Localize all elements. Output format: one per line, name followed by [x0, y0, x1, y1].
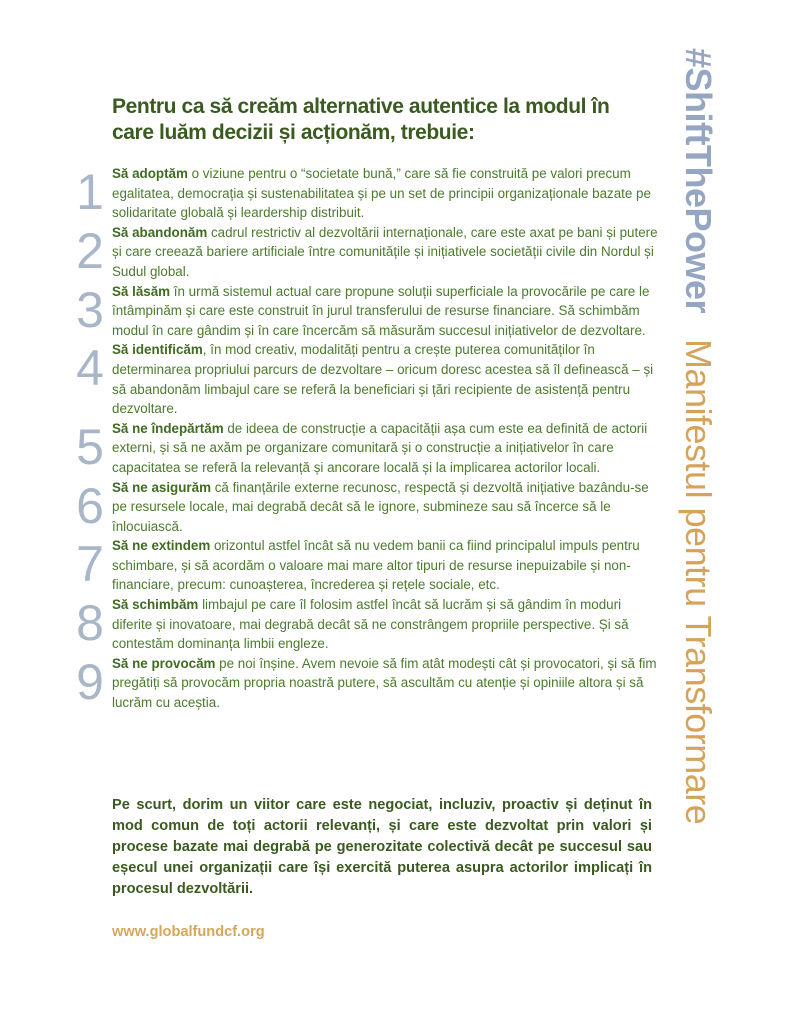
item-body: o viziune pentru o “societate bună,” care să fie construită pe valori precum egalitatea, democrația și sustenabilitatea și pe un set de principii organizaționale bazate pe solidaritate globală și leardership distribuit. — [112, 166, 651, 221]
item-lead: Să abandonăm — [112, 224, 208, 240]
item-text — [112, 419, 660, 478]
item-number: 1 — [76, 164, 104, 220]
item-lead: Să ne asigurăm — [112, 479, 211, 495]
item-lead: Să identificăm — [112, 342, 203, 358]
item-text — [112, 654, 660, 713]
item-body: că finanțările externe recunosc, respectă și dezvoltă inițiative bazându-se pe resursele locale, mai degrabă decât să le ignore, submineze sau să încerce să le înlocuiască. — [112, 479, 649, 534]
item-body: pe noi înșine. Avem nevoie să fim atât modești cât și provocatori, și să fim pregătiți să provocăm propria noastră putere, să ascultăm cu atenție și opiniile altora și să lucrăm cu aceștia. — [112, 655, 657, 711]
item-body: cadrul restrictiv al dezvoltării internaționale, care este axat pe bani și putere și care creează bariere artificiale între comunitățile și inițiativele societății civile din Nordul și Sudul global. — [112, 224, 658, 279]
item-lead: Să ne provocăm — [112, 655, 216, 671]
item-body: limbajul pe care îl folosim astfel încât să lucrăm și să gândim în moduri diferite și inovatoare, mai degrabă decât să ne constrângem propriile perspective. Și să contestăm dominanța limbii engleze. — [112, 597, 629, 652]
item-number: 2 — [76, 222, 104, 279]
item-lead: Să schimbăm — [112, 597, 199, 613]
item-number: 7 — [76, 536, 104, 593]
list-item — [70, 223, 660, 282]
page-heading: Pentru ca să creăm alternative autentice la modul în care luăm decizii și acționăm, trebuie: — [112, 95, 610, 144]
item-lead: Să lăsăm — [112, 283, 171, 299]
manifesto-list — [70, 164, 660, 713]
item-body: de ideea de construcție a capacității așa cum este ea definită de actorii externi, și să ne axăm pe organizare comunitară și o construcție a inițiativelor în care capacitatea se referă la relevanță și ancorare locală și la implicarea actorilor locali. — [112, 420, 648, 475]
item-number: 3 — [76, 281, 104, 338]
list-item — [70, 478, 660, 537]
item-number: 6 — [76, 477, 104, 534]
item-text — [112, 223, 660, 282]
item-body: în urmă sistemul actual care propune soluții superficiale la provocările pe care le întâmpinăm și care este construit în jurul transferului de resurse financiare. Să schimbăm modul în care gândim și în care încercăm să măsurăm succesul inițiativelor de dezvoltare. — [112, 283, 650, 338]
vertical-title — [676, 48, 720, 948]
item-number: 8 — [76, 595, 104, 652]
list-item — [70, 654, 660, 713]
list-item — [70, 536, 660, 595]
item-text — [112, 536, 660, 595]
hashtag-text: #ShiftThePower — [678, 48, 719, 314]
item-text — [112, 164, 660, 223]
summary-paragraph: Pe scurt, dorim un viitor care este negociat, incluziv, proactiv și deținut în mod comun de toți actorii relevanți, și care este dezvoltat prin valori și procese bazate mai degrabă pe generozitate colectivă decât pe succesul sau eșecul unei organizații care își exercită puterea asupra actorilor implicați în procesul dezvoltării. — [112, 797, 652, 897]
item-number: 4 — [76, 340, 104, 397]
item-body: orizontul astfel încât să nu vedem banii ca fiind principalul impuls pentru schimbare, și să acordăm o valoare mai mare altor tipuri de resurse inepuizabile și non-financiare, precum: cunoașterea, încrederea și rețele sociale, etc. — [112, 538, 640, 593]
item-lead: Să ne îndepărtăm — [112, 420, 224, 436]
list-item — [70, 595, 660, 654]
item-body: , în mod creativ, modalități pentru a crește puterea comunităților în determinarea propriului parcurs de dezvoltare – oricum doresc acestea să îl definească – și să abandonăm limbajul care se referă la beneficiari și țări recipiente de asistență pentru dezvoltare. — [112, 342, 654, 417]
list-item — [70, 282, 660, 341]
item-lead: Să adoptăm — [112, 166, 188, 181]
list-item — [70, 164, 660, 223]
item-lead: Să ne extindem — [112, 538, 211, 554]
item-text — [112, 340, 660, 418]
item-number: 5 — [76, 418, 104, 475]
item-text — [112, 282, 660, 341]
list-item — [70, 419, 660, 478]
item-text — [112, 595, 660, 654]
website-link[interactable]: www.globalfundcf.org — [112, 924, 265, 940]
list-item — [70, 340, 660, 418]
manifesto-title: Manifestul pentru Transformare — [678, 338, 719, 824]
item-number: 9 — [76, 653, 104, 710]
item-text — [112, 478, 660, 537]
